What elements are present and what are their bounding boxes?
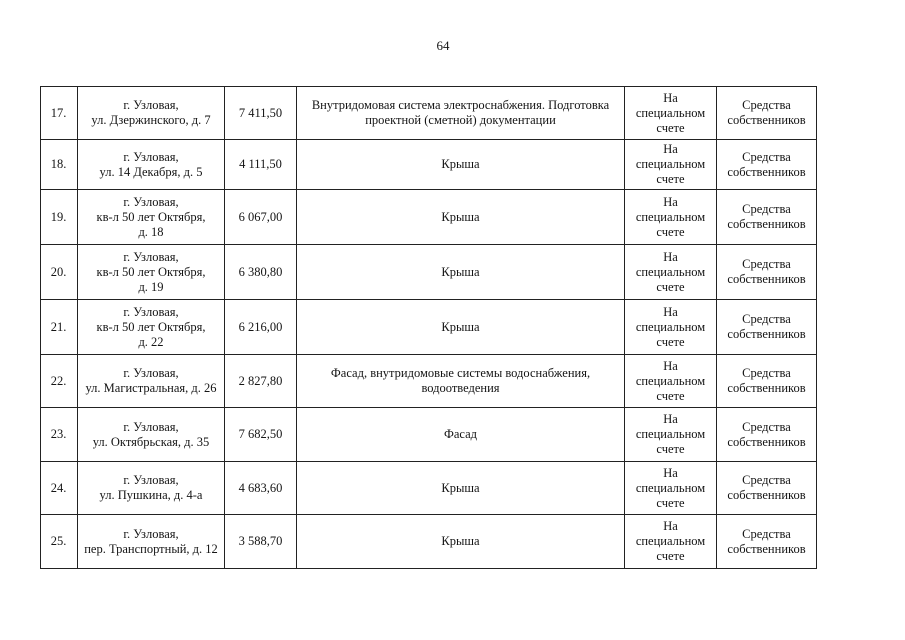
address-text: г. Узловая, [123,194,179,209]
funding-method-text: счете [656,224,685,239]
address-text: ул. Октябрьская, д. 35 [92,434,210,449]
table-row [41,408,817,462]
address-text: ул. Дзержинского, д. 7 [91,113,211,127]
funding-method-text: На [663,465,678,480]
funding-method-text: счете [656,279,685,294]
address-text: д. 18 [138,224,164,239]
funding-method-cell [625,515,717,569]
area-cell [225,408,297,462]
funding-method-cell [625,190,717,245]
address-cell [78,245,225,300]
funding-source-cell [717,190,817,245]
work-type-cell [297,245,625,300]
area-cell [225,87,297,140]
area-text: 7 411,50 [238,105,283,120]
funding-method-text: На [663,90,678,105]
table-row [41,515,817,569]
table-row [41,87,817,140]
funding-source-text: собственников [727,434,806,449]
area-text: 4 111,50 [239,157,282,171]
funding-method-text: На [663,304,678,319]
work-type-text: Крыша [441,534,480,548]
work-type-text: Крыша [441,264,480,279]
funding-source-text: собственников [727,541,806,556]
row-number-cell [41,355,78,408]
funding-method-cell [625,140,717,190]
work-type-cell [297,300,625,355]
table-row [41,140,817,190]
address-text: г. Узловая, [123,249,179,264]
funding-source-text: Средства [742,98,791,112]
funding-source-text: Средства [742,366,791,380]
funding-method-text: счете [656,549,685,563]
table-row [41,190,817,245]
funding-method-text: специальном [635,427,706,441]
funding-source-text: Средства [742,419,791,434]
area-cell [225,515,297,569]
work-type-text: Крыша [441,209,480,224]
funding-source-text: собственников [727,113,806,127]
address-cell [78,462,225,515]
row-number-cell [41,408,78,462]
funding-source-cell [717,408,817,462]
funding-method-cell [625,245,717,300]
work-type-cell [297,355,625,408]
address-text: кв-л 50 лет Октября, [96,209,206,224]
funding-method-text: На [663,358,678,373]
funding-method-cell [625,408,717,462]
funding-source-text: Средства [742,526,791,541]
funding-method-text: На [663,194,678,209]
page-number: 64 [436,38,450,53]
row-number-cell [41,462,78,515]
funding-method-text: специальном [635,105,706,120]
address-text: г. Узловая, [123,366,179,380]
area-cell [225,245,297,300]
funding-source-text: собственников [727,217,806,231]
funding-source-text: собственников [727,327,806,341]
work-type-text: водоотведения [421,381,500,395]
work-type-cell [297,408,625,462]
work-type-text: Фасад, внутридомовые системы водоснабжения, [330,366,591,380]
address-text: д. 22 [138,334,164,349]
funding-source-cell [717,245,817,300]
funding-source-cell [717,462,817,515]
address-cell [78,87,225,140]
area-cell [225,300,297,355]
address-text: ул. 14 Декабря, д. 5 [99,164,203,179]
work-type-text: Фасад [443,427,478,441]
area-text: 3 588,70 [238,534,283,548]
row-number-text: 19. [50,209,67,224]
address-text: ул. Пушкина, д. 4-а [99,488,203,502]
work-type-cell [297,140,625,190]
address-text: г. Узловая, [123,419,179,434]
table-row [41,300,817,355]
funding-source-text: Средства [742,149,791,164]
table-row [41,462,817,515]
funding-source-cell [717,515,817,569]
address-text: ул. Магистральная, д. 26 [85,381,217,395]
area-text: 2 827,80 [238,373,283,388]
address-text: г. Узловая, [123,98,179,112]
address-cell [78,300,225,355]
row-number-text: 17. [50,105,67,120]
address-text: кв-л 50 лет Октября, [96,319,206,334]
funding-source-cell [717,355,817,408]
address-cell [78,408,225,462]
funding-source-text: собственников [727,488,806,502]
row-number-cell [41,300,78,355]
funding-method-cell [625,300,717,355]
row-number-text: 25. [50,534,67,548]
funding-source-cell [717,140,817,190]
funding-source-text: Средства [742,312,791,326]
address-text: г. Узловая, [123,149,179,164]
address-text: кв-л 50 лет Октября, [96,264,206,279]
work-type-cell [297,462,625,515]
area-text: 6 380,80 [238,264,283,279]
funding-method-text: специальном [635,480,706,495]
area-text: 6 216,00 [238,319,283,334]
funding-method-text: На [663,412,678,426]
funding-source-text: собственников [727,164,806,179]
address-text: пер. Транспортный, д. 12 [84,541,218,556]
address-cell [78,355,225,408]
work-type-text: Крыша [441,480,480,495]
funding-method-text: счете [656,388,685,403]
row-number-cell [41,190,78,245]
table-row [41,355,817,408]
work-type-text: проектной (сметной) документации [365,113,556,127]
funding-method-text: специальном [635,373,706,388]
row-number-text: 21. [50,319,67,334]
address-cell [78,140,225,190]
funding-method-text: счете [656,334,685,349]
funding-method-text: счете [656,495,685,510]
funding-method-text: счете [656,120,685,135]
funding-source-text: Средства [742,202,791,216]
funding-method-text: специальном [635,534,706,548]
area-text: 7 682,50 [238,427,283,441]
area-cell [225,355,297,408]
area-cell [225,140,297,190]
work-type-cell [297,515,625,569]
row-number-text: 20. [50,264,67,279]
funding-method-text: специальном [635,157,706,171]
work-type-text: Внутридомовая система электроснабжения. Подготовка [311,98,610,112]
address-text: г. Узловая, [123,473,179,487]
funding-method-text: счете [656,442,685,456]
funding-source-cell [717,300,817,355]
address-text: г. Узловая, [123,304,179,319]
row-number-cell [41,515,78,569]
table-row [41,245,817,300]
work-type-text: Крыша [441,319,480,334]
funding-method-cell [625,87,717,140]
funding-source-text: собственников [727,381,806,395]
work-type-cell [297,87,625,140]
row-number-cell [41,87,78,140]
funding-method-text: счете [656,172,685,186]
area-cell [225,190,297,245]
row-number-text: 22. [50,373,67,388]
row-number-cell [41,140,78,190]
area-cell [225,462,297,515]
area-text: 4 683,60 [238,480,283,495]
repair-schedule-table [40,86,816,569]
funding-source-text: собственников [727,272,806,286]
funding-method-text: специальном [635,209,706,224]
funding-source-cell [717,87,817,140]
row-number-text: 23. [50,427,67,441]
work-type-text: Крыша [441,157,480,171]
row-number-text: 24. [50,480,67,495]
address-cell [78,515,225,569]
address-text: г. Узловая, [123,526,179,541]
address-cell [78,190,225,245]
funding-method-text: На [663,142,678,156]
funding-method-cell [625,355,717,408]
funding-method-text: На [663,249,678,264]
funding-method-text: На [663,519,678,533]
funding-source-text: Средства [742,257,791,271]
address-text: д. 19 [138,279,164,294]
row-number-cell [41,245,78,300]
funding-method-text: специальном [635,319,706,334]
funding-method-text: специальном [635,264,706,279]
funding-method-cell [625,462,717,515]
row-number-text: 18. [50,157,67,171]
table-body [41,87,817,569]
funding-source-text: Средства [742,473,791,487]
work-type-cell [297,190,625,245]
area-text: 6 067,00 [238,209,283,224]
